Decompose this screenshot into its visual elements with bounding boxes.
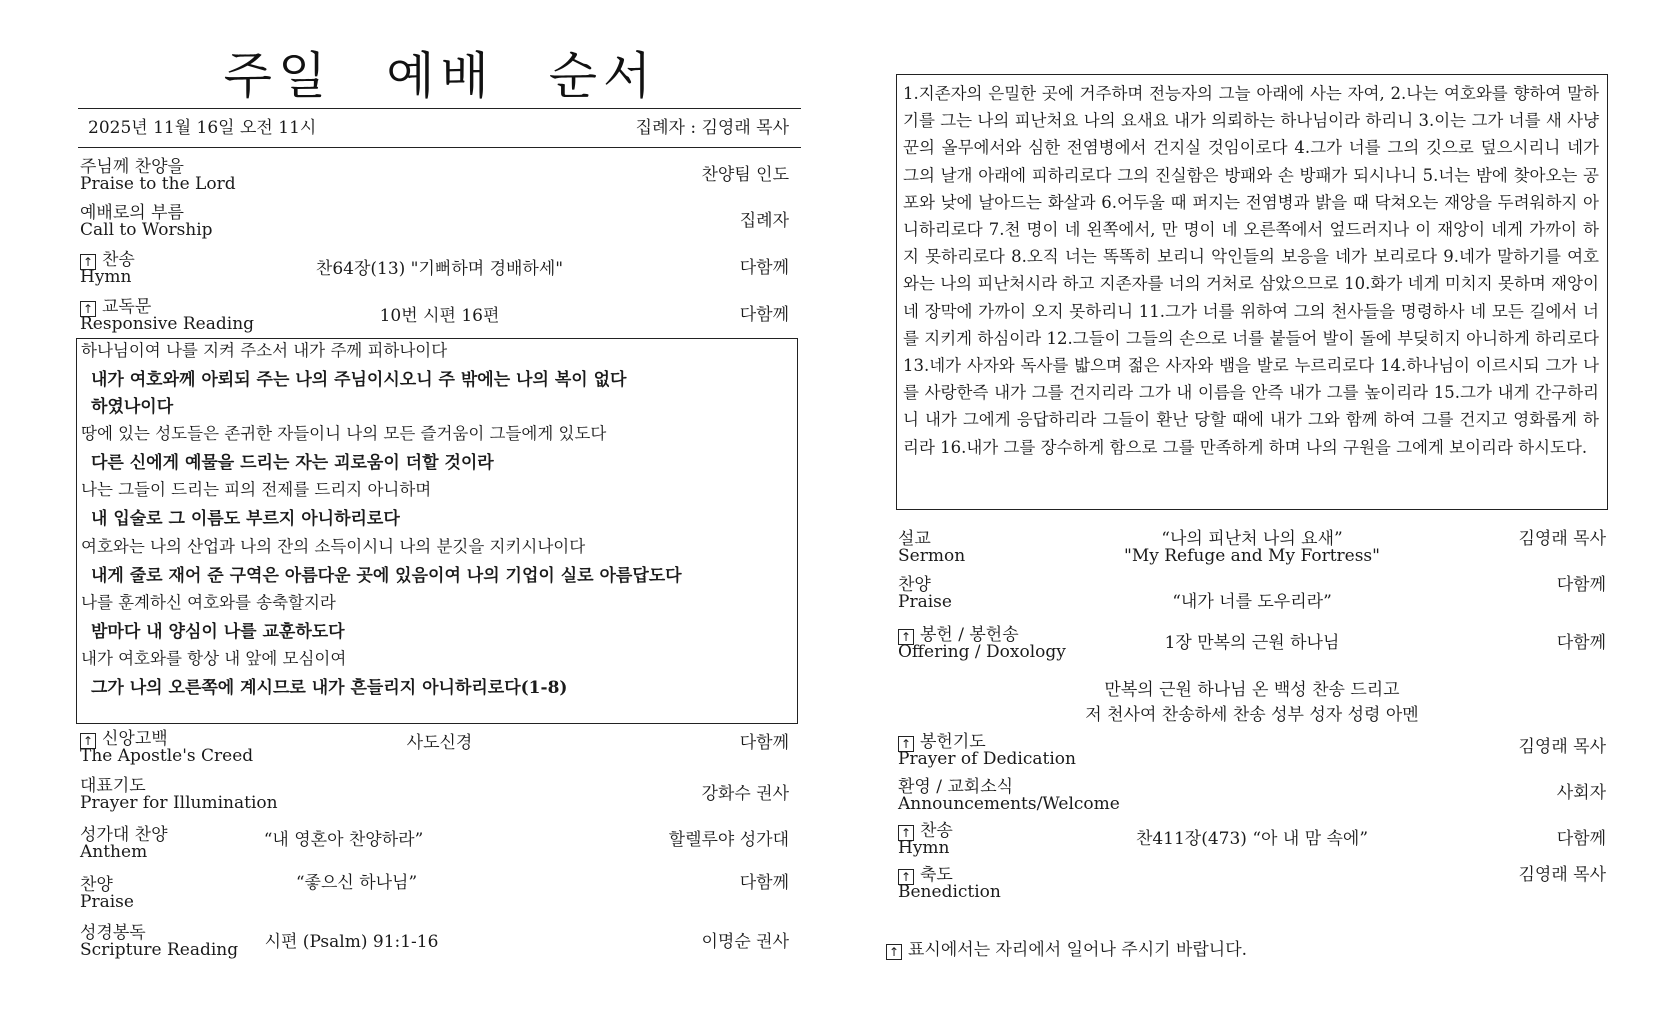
order-item-sermon (896, 530, 1608, 574)
item-leader: 김영래 목사 (1518, 529, 1606, 549)
item-title-ko: 설교 (898, 529, 931, 549)
item-title-ko-text: 봉헌기도 (920, 732, 986, 752)
title-word: 주일 (223, 47, 333, 105)
order-item-announcements (896, 778, 1608, 822)
footnote-text: 표시에서는 자리에서 일어나 주시기 바랍니다. (908, 940, 1248, 960)
item-leader: 다함께 (1556, 575, 1606, 595)
item-leader: 다함께 (739, 305, 789, 325)
order-item-call-to-worship (78, 204, 801, 248)
item-leader: 다함께 (1556, 633, 1606, 653)
item-title-en: Prayer for Illumination (80, 793, 278, 813)
item-leader: 김영래 목사 (1518, 865, 1606, 885)
order-item-prayer-dedication (896, 733, 1608, 777)
order-item-praise (896, 576, 1608, 620)
item-content: 찬64장(13) "기뻐하며 경배하세" (315, 259, 564, 279)
item-title-en: Prayer of Dedication (898, 749, 1076, 769)
item-title-ko: 찬양 (80, 875, 113, 895)
reading-line: 여호와는 나의 산업과 나의 잔의 소득이시니 나의 분깃을 지키시나이다 (81, 537, 586, 556)
item-content: 10번 시편 16편 (379, 306, 500, 326)
order-item-hymn (896, 822, 1608, 866)
item-leader: 다함께 (739, 258, 789, 278)
doxology-lyrics (896, 678, 1608, 728)
item-leader: 찬양팀 인도 (701, 165, 789, 185)
order-item-apostles-creed (78, 730, 801, 774)
right-page (888, 0, 1616, 1020)
item-title-ko: 찬양 (898, 575, 931, 595)
up-arrow-box-icon: ↑ (898, 825, 914, 841)
reading-line-bold: 그가 나의 오른쪽에 계시므로 내가 흔들리지 아니하리로다(1-8) (91, 678, 568, 698)
left-page (78, 0, 803, 1020)
item-content: “좋으신 하나님” (295, 873, 418, 893)
item-leader: 사회자 (1556, 783, 1606, 803)
reading-line-bold: 내가 여호와께 아뢰되 주는 나의 주님이시오니 주 밖에는 나의 복이 없다 (91, 370, 627, 390)
item-title-en: Sermon (898, 546, 966, 566)
up-arrow-box-icon: ↑ (898, 869, 914, 885)
item-title-ko: 성경봉독 (80, 923, 146, 943)
item-leader: 다함께 (739, 733, 789, 753)
reading-line: 땅에 있는 성도들은 존귀한 자들이니 나의 모든 즐거움이 그들에게 있도다 (81, 424, 607, 443)
up-arrow-box-icon: ↑ (898, 736, 914, 752)
order-item-hymn (78, 251, 801, 295)
reading-line-bold: 밤마다 내 양심이 나를 교훈하도다 (91, 622, 345, 642)
order-item-praise (78, 874, 801, 918)
item-title-ko-text: 교독문 (102, 297, 152, 317)
item-title-en: Anthem (80, 842, 148, 862)
sermon-title-ko: “나의 피난처 나의 요새” (1161, 529, 1343, 549)
standing-footnote (886, 940, 1247, 960)
order-item-benediction (896, 866, 1608, 910)
item-content: 사도신경 (406, 733, 473, 753)
item-title-en: Offering / Doxology (898, 642, 1066, 662)
item-title-ko-text: 찬송 (920, 821, 953, 841)
item-content: “내가 너를 도우리라” (1172, 592, 1332, 612)
responsive-reading-box (76, 338, 798, 724)
reading-line: 나를 훈계하신 여호와를 송축할지라 (81, 593, 336, 612)
item-title-ko: 대표기도 (80, 776, 146, 796)
up-arrow-box-icon: ↑ (898, 629, 914, 645)
item-leader: 이명순 권사 (701, 932, 789, 952)
item-title-ko-text: 찬송 (102, 250, 135, 270)
presider: 집례자 : 김영래 목사 (635, 118, 789, 138)
item-title-ko-text: 축도 (920, 865, 953, 885)
item-title-ko-text: 봉헌 / 봉헌송 (920, 625, 1019, 645)
sermon-title-en: "My Refuge and My Fortress" (1124, 546, 1380, 566)
item-title-en: Announcements/Welcome (898, 794, 1120, 814)
title-word: 예배 (386, 47, 495, 105)
reading-line: 내가 여호와를 항상 내 앞에 모심이여 (81, 649, 347, 668)
item-title-ko-text: 신앙고백 (102, 729, 168, 749)
up-arrow-box-icon: ↑ (80, 254, 96, 270)
item-title-ko: 성가대 찬양 (80, 825, 168, 845)
reading-line: 나는 그들이 드리는 피의 전제를 드리지 아니하며 (81, 480, 432, 499)
service-date: 2025년 11월 16일 오전 11시 (88, 118, 317, 138)
up-arrow-box-icon: ↑ (80, 301, 96, 317)
item-title-en: Benediction (898, 882, 1001, 902)
item-content: “내 영혼아 찬양하라” (263, 830, 424, 850)
item-title-en: Responsive Reading (80, 314, 255, 334)
item-content: 1장 만복의 근원 하나님 (1164, 633, 1340, 653)
page-title (78, 36, 803, 108)
item-title-en: Hymn (80, 267, 132, 287)
reading-line-bold: 내 입술로 그 이름도 부르지 아니하리로다 (91, 509, 400, 529)
up-arrow-box-icon: ↑ (886, 944, 902, 960)
item-leader: 강화수 권사 (701, 784, 789, 804)
item-leader: 집례자 (739, 211, 789, 231)
item-leader: 다함께 (739, 873, 789, 893)
reading-line-bold: 하였나이다 (91, 397, 174, 417)
item-leader: 김영래 목사 (1518, 737, 1606, 757)
item-title-en: Call to Worship (80, 220, 213, 240)
item-title-en: Scripture Reading (80, 940, 239, 960)
item-leader: 할렐루야 성가대 (668, 830, 789, 850)
order-item-responsive-reading (78, 298, 801, 342)
service-info-bar (78, 108, 801, 148)
item-title-en: Hymn (898, 838, 950, 858)
title-word: 순서 (548, 47, 658, 105)
order-item-scripture-reading (78, 924, 801, 968)
order-item-anthem (78, 826, 801, 870)
item-title-ko: 예배로의 부름 (80, 203, 184, 223)
reading-line: 하나님이여 나를 지켜 주소서 내가 주께 피하나이다 (81, 341, 448, 360)
order-item-praise-to-lord (78, 158, 801, 202)
order-item-prayer-illumination (78, 777, 801, 821)
item-leader: 다함께 (1556, 829, 1606, 849)
item-title-ko: 환영 / 교회소식 (898, 777, 1014, 797)
order-item-offering (896, 626, 1608, 670)
item-title-ko: 주님께 찬양을 (80, 157, 184, 177)
psalm-text-box: 1.지존자의 은밀한 곳에 거주하며 전능자의 그늘 아래에 사는 자여, 2.나는 여호와를 향하여 말하기를 그는 나의 피난처요 나의 요새요 내가 의뢰하는 하나님이라 하리니 3.이는 그가 너를 새 사냥꾼의 올무에서와 심한 전염병에서 건지실 것임이로다 4.그가 너를 그의 깃으로 덮으시리니 네가 그의 날개 아래에 피하리로다 그의 진실함은 방패와 손 방패가 되시나니 5.너는 밤에 찾아오는 공포와 낮에 날아드는 화살과 6.어두울 때 퍼지는 전염병과 밝을 때 닥쳐오는 재앙을 두려워하지 아니하리로다 7.천 명이 네 왼쪽에서, 만 명이 네 오른쪽에서 엎드러지나 이 재앙이 네게 가까이 하지 못하리로다 8.오직 너는 똑똑히 보리니 악인들의 보응을 네가 보리로다 9.네가 말하기를 여호와는 나의 피난처시라 하고 지존자를 너의 거처로 삼았으므로 10.화가 네게 미치지 못하며 재앙이 네 장막에 가까이 오지 못하리니 11.그가 너를 위하여 그의 천사들을 명령하사 네 모든 길에서 너를 지키게 하심이라 12.그들이 그들의 손으로 너를 붙들어 발이 돌에 부딪히지 아니하게 하리로다 13.네가 사자와 독사를 밟으며 젊은 사자와 뱀을 발로 누르리로다 14.하나님이 이르시되 그가 나를 사랑한즉 내가 그를 건지리라 그가 내 이름을 안즉 내가 그를 높이리라 15.그가 내게 간구하리니 내가 그에게 응답하리라 그들이 환난 당할 때에 내가 그와 함께 하여 그를 건지고 영화롭게 하리라 16.내가 그를 장수하게 함으로 그를 만족하게 하며 나의 구원을 그에게 보이리라 하시도다. (896, 74, 1608, 510)
doxology-line: 저 천사여 찬송하세 찬송 성부 성자 성령 아멘 (1085, 705, 1419, 725)
reading-line-bold: 다른 신에게 예물을 드리는 자는 괴로움이 더할 것이라 (91, 453, 494, 473)
item-title-en: The Apostle's Creed (80, 746, 254, 766)
reading-line-bold: 내게 줄로 재어 준 구역은 아름다운 곳에 있음이여 나의 기업이 실로 아름답도다 (91, 566, 682, 586)
item-title-en: Praise (80, 892, 134, 912)
doxology-line: 만복의 근원 하나님 온 백성 찬송 드리고 (1104, 680, 1400, 700)
item-title-en: Praise (898, 592, 952, 612)
item-title-en: Praise to the Lord (80, 174, 236, 194)
up-arrow-box-icon: ↑ (80, 733, 96, 749)
item-content: 시편 (Psalm) 91:1-16 (264, 932, 439, 952)
item-content: 찬411장(473) “아 내 맘 속에” (1135, 829, 1369, 849)
